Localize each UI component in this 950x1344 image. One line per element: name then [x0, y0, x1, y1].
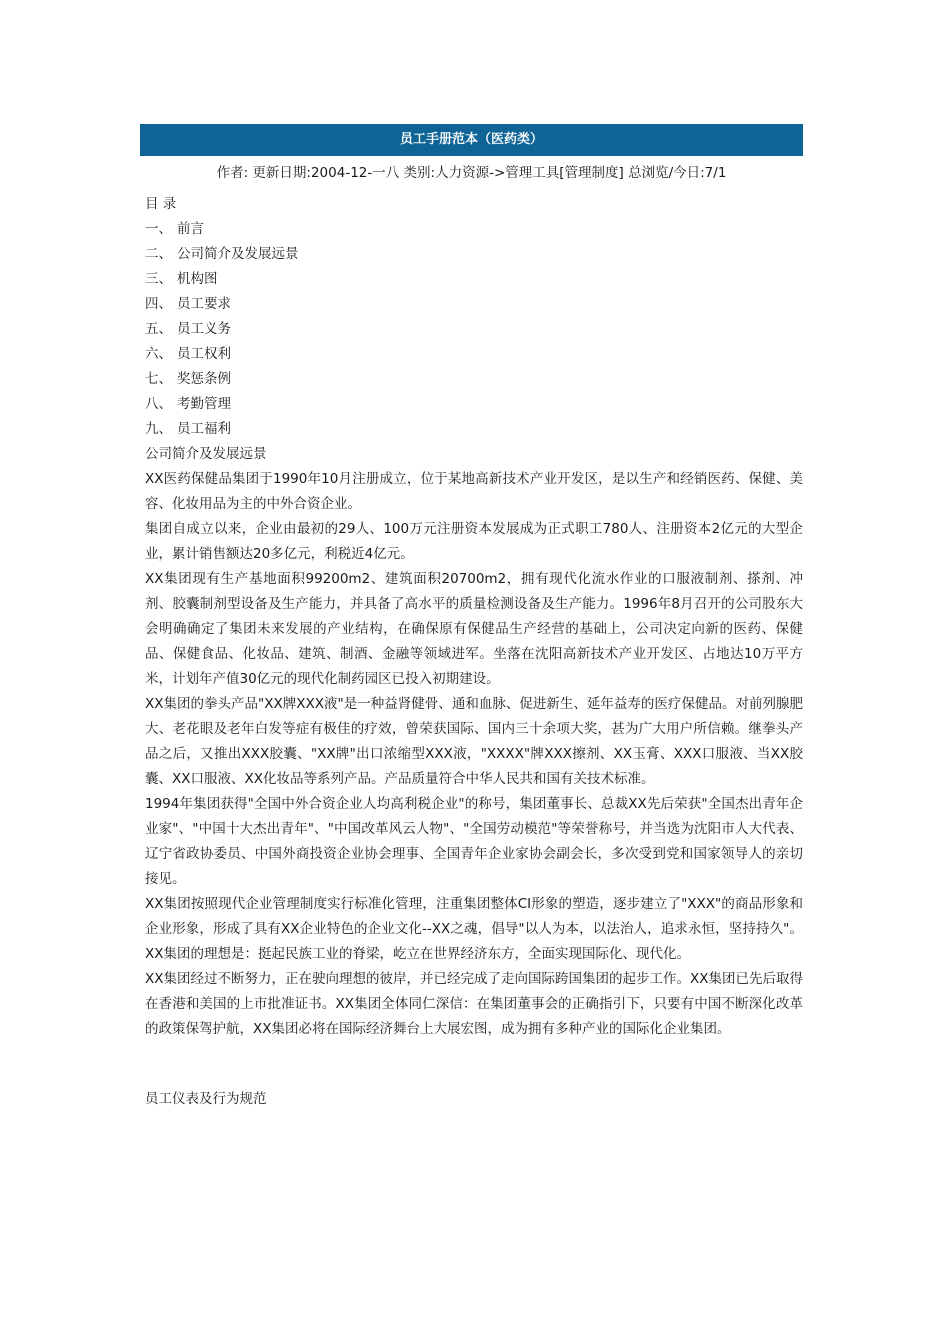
toc-item-number: 九、 [145, 421, 172, 437]
toc-item-label: 奖惩条例 [177, 371, 231, 387]
toc-item-number: 四、 [145, 296, 172, 312]
body-paragraph: XX集团经过不断努力，正在驶向理想的彼岸，并已经完成了走向国际跨国集团的起步工作。XX集团已先后取得在香港和美国的上市批准证书。XX集团全体同仁深信：在集团董事会的正确指引下，只要有中国不断深化改革的政策保驾护航，XX集团必将在国际经济舞台上大展宏图，成为拥有多种产业的国际化企业集团。 [145, 971, 803, 1037]
body-paragraph: XX集团现有生产基地面积99200m2、建筑面积20700m2，拥有现代化流水作业的口服液制剂、搽剂、冲剂、胶囊制剂型设备及生产能力，并具备了高水平的质量检测设备及生产能力。1996年8月召开的公司股东大会明确确定了集团未来发展的产业结构，在确保原有保健品生产经营的基础上，公司决定向新的医药、保健品、保健食品、化妆品、建筑、制酒、金融等领域进军。坐落在沈阳高新技术产业开发区、占地达10万平方米，计划年产值30亿元的现代化制药园区已投入初期建设。 [145, 571, 803, 687]
toc-item-label: 机构图 [177, 271, 218, 287]
section-heading: 公司简介及发展远景 [145, 446, 267, 462]
toc-item [145, 217, 803, 242]
toc-item [145, 292, 803, 317]
toc-item [145, 417, 803, 442]
body-paragraph: XX集团的拳头产品"XX牌XXX液"是一种益肾健骨、通和血脉、促进新生、延年益寿的医疗保健品。对前列腺肥大、老花眼及老年白发等症有极佳的疗效，曾荣获国际、国内三十余项大奖，甚为广大用户所信赖。继拳头产品之后，又推出XXX胶囊、"XX牌"出口浓缩型XXX液，"XXXX"牌XXX擦剂、XX玉膏、XXX口服液、当XX胶囊、XX口服液、XX化妆品等系列产品。产品质量符合中华人民共和国有关技术标准。 [145, 696, 803, 787]
toc-item [145, 392, 803, 417]
toc-item-label: 员工义务 [177, 321, 231, 337]
toc-item-number: 八、 [145, 396, 172, 412]
toc-item [145, 342, 803, 367]
document-content [140, 192, 803, 1112]
toc-item [145, 367, 803, 392]
toc-item-number: 六、 [145, 346, 172, 362]
toc-item-number: 五、 [145, 321, 172, 337]
body-paragraph: XX医药保健品集团于1990年10月注册成立，位于某地高新技术产业开发区，是以生产和经销医药、保健、美容、化妆用品为主的中外合资企业。 [145, 471, 803, 512]
toc-item [145, 267, 803, 292]
toc-heading: 目 录 [145, 196, 177, 212]
body-paragraph: XX集团按照现代企业管理制度实行标准化管理，注重集团整体CI形象的塑造，逐步建立了"XXX"的商品形象和企业形象，形成了具有XX企业特色的企业文化--XX之魂，倡导"以人为本，以法治人，追求永恒，坚持持久"。 XX集团的理想是：挺起民族工业的脊梁，屹立在世界经济东方，全面实现国际化、现代化。 [145, 896, 803, 962]
table-of-contents [145, 217, 803, 442]
toc-item [145, 242, 803, 267]
toc-item-label: 前言 [177, 221, 204, 237]
toc-item-number: 二、 [145, 246, 172, 262]
toc-item-label: 员工权利 [177, 346, 231, 362]
body-paragraph: 1994年集团获得"全国中外合资企业人均高利税企业"的称号，集团董事长、总裁XX先后荣获"全国杰出青年企业家"、"中国十大杰出青年"、"中国改革风云人物"、"全国劳动模范"等荣誉称号，并当选为沈阳市人大代表、辽宁省政协委员、中国外商投资企业协会理事、全国青年企业家协会副会长，多次受到党和国家领导人的亲切接见。 [145, 796, 803, 887]
next-section-heading: 员工仪表及行为规范 [145, 1091, 267, 1107]
document-meta: 作者: 更新日期:2004-12-一八 类别:人力资源->管理工具[管理制度] 总浏览/今日:7/1 [216, 165, 727, 181]
toc-item-label: 考勤管理 [177, 396, 231, 412]
toc-item-label: 公司简介及发展远景 [177, 246, 299, 262]
toc-item-label: 员工福利 [177, 421, 231, 437]
toc-item-number: 三、 [145, 271, 172, 287]
document-page [140, 124, 803, 1112]
toc-item-number: 七、 [145, 371, 172, 387]
toc-item-number: 一、 [145, 221, 172, 237]
body-paragraph: 集团自成立以来，企业由最初的29人、100万元注册资本发展成为正式职工780人、注册资本2亿元的大型企业，累计销售额达20多亿元，利税近4亿元。 [145, 521, 803, 562]
toc-item [145, 317, 803, 342]
document-title: 员工手册范本（医药类） [140, 124, 803, 156]
toc-item-label: 员工要求 [177, 296, 231, 312]
